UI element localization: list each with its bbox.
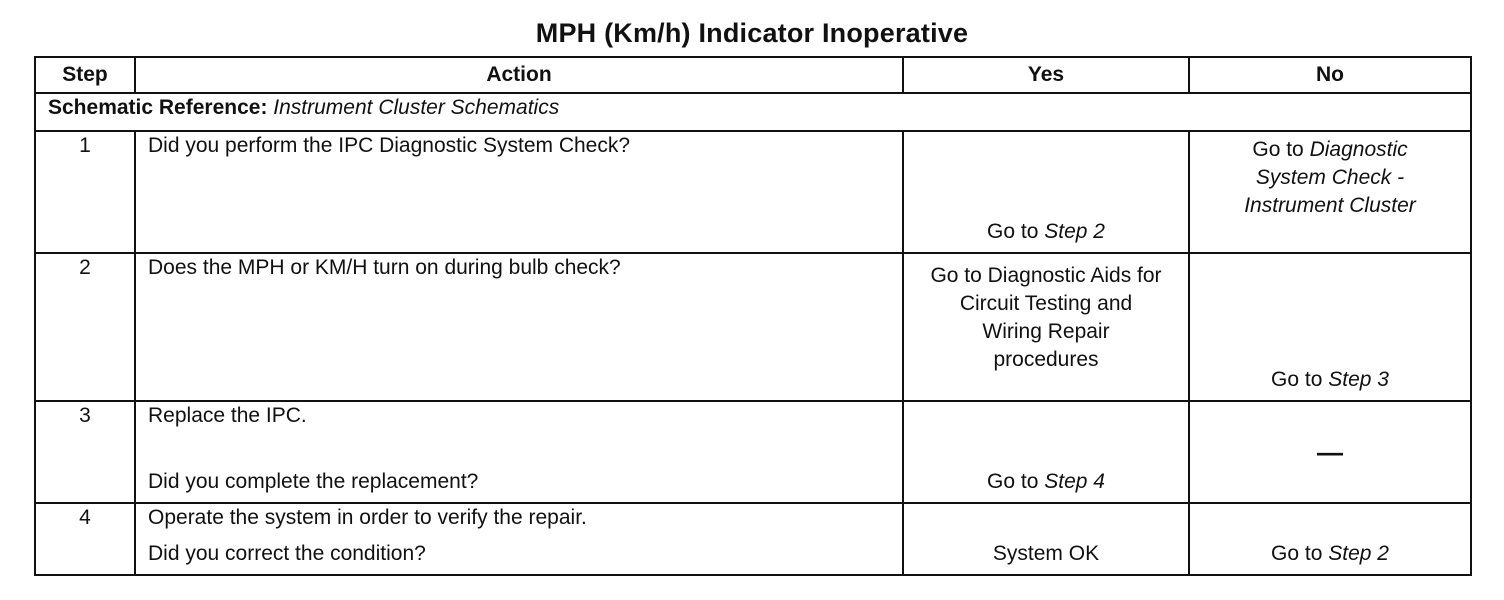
action-cell (135, 131, 903, 253)
step-number: 3 (35, 401, 135, 503)
schematic-reference-link[interactable]: Instrument Cluster Schematics (273, 96, 560, 119)
yes-goto[interactable] (916, 218, 1176, 246)
step-number: 4 (35, 503, 135, 575)
goto-link[interactable]: Diagnostic System Check - Instrument Cluster (1244, 138, 1416, 217)
action-text: Replace the IPC. (148, 404, 307, 427)
yes-cell (903, 503, 1189, 575)
yes-cell (903, 131, 1189, 253)
action-question: Did you complete the replacement? (148, 470, 479, 493)
action-question: Did you correct the condition? (148, 542, 426, 565)
header-step: Step (35, 57, 135, 93)
table-row (35, 253, 1471, 401)
no-cell (1189, 131, 1471, 253)
header-yes: Yes (903, 57, 1189, 93)
goto-prefix: Go to (1271, 542, 1323, 565)
schematic-reference (35, 93, 1471, 131)
step-number: 1 (35, 131, 135, 253)
no-goto[interactable] (1202, 132, 1458, 220)
yes-goto[interactable] (916, 468, 1176, 496)
table-row (35, 503, 1471, 575)
table-row (35, 401, 1471, 503)
goto-link[interactable]: Step 2 (1044, 220, 1105, 243)
goto-link[interactable]: Step 2 (1328, 542, 1389, 565)
action-cell (135, 253, 903, 401)
action-text: Did you perform the IPC Diagnostic System Check? (148, 134, 631, 157)
action-cell (135, 503, 903, 575)
goto-prefix: Go to (987, 470, 1039, 493)
no-cell (1189, 503, 1471, 575)
yes-result: System OK (992, 542, 1100, 565)
step-number: 2 (35, 253, 135, 401)
action-text: Does the MPH or KM/H turn on during bulb check? (148, 256, 621, 279)
no-goto[interactable] (1202, 366, 1458, 394)
yes-cell (903, 401, 1189, 503)
header-action: Action (135, 57, 903, 93)
no-cell (1189, 401, 1471, 503)
schematic-reference-row (35, 93, 1471, 131)
table-row (35, 131, 1471, 253)
action-cell (135, 401, 903, 503)
yes-goto[interactable]: Go to Diagnostic Aids for Circuit Testing and Wiring Repair procedures (930, 264, 1162, 371)
yes-cell (903, 253, 1189, 401)
diagnostic-table (34, 56, 1472, 576)
schematic-reference-label: Schematic Reference: (48, 96, 268, 119)
action-text: Operate the system in order to verify the repair. (148, 506, 587, 529)
goto-prefix: Go to (987, 220, 1039, 243)
goto-link[interactable]: Step 4 (1044, 470, 1105, 493)
no-cell (1189, 253, 1471, 401)
goto-prefix: Go to (1271, 368, 1323, 391)
no-goto[interactable] (1202, 540, 1458, 568)
goto-link[interactable]: Step 3 (1328, 368, 1389, 391)
page-title: MPH (Km/h) Indicator Inoperative (535, 18, 969, 48)
goto-prefix: Go to (1252, 138, 1304, 161)
header-no: No (1189, 57, 1471, 93)
header-row (35, 57, 1471, 93)
no-dash: — (1317, 437, 1343, 467)
